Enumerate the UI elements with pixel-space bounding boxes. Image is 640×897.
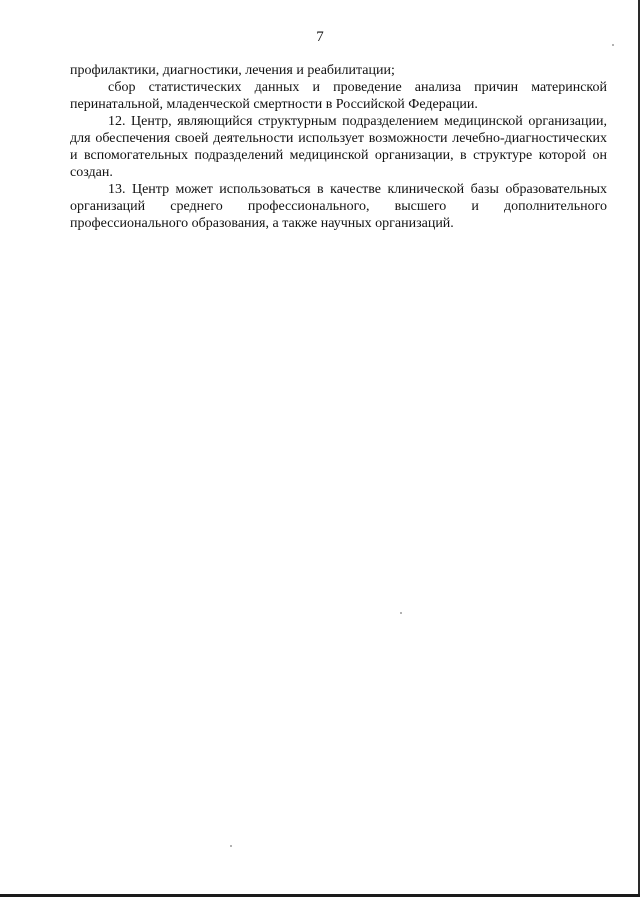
scan-speck — [400, 612, 402, 614]
paragraph-statistics: сбор статистических данных и проведение анализа причин материнской перинатальной, младенческой смертности в Российской Федерации. — [70, 80, 607, 112]
paragraph-item-12: 12. Центр, являющийся структурным подразделением медицинской организации, для обеспечения своей деятельности использует возможности лечебно-диагностических и вспомогательных подразделений медицинской организации, в структуре которой он создан. — [70, 114, 607, 180]
paragraph-item-13: 13. Центр может использоваться в качестве клинической базы образовательных организаций среднего профессионального, высшего и дополнительного профессионального образования, а также научных организаций. — [70, 182, 607, 231]
page-number: 7 — [316, 29, 324, 45]
body-text — [70, 62, 607, 232]
scan-speck — [612, 44, 614, 46]
scan-speck — [230, 845, 232, 847]
paragraph-prophylaxis-line: профилактики, диагностики, лечения и реабилитации; — [70, 63, 395, 78]
